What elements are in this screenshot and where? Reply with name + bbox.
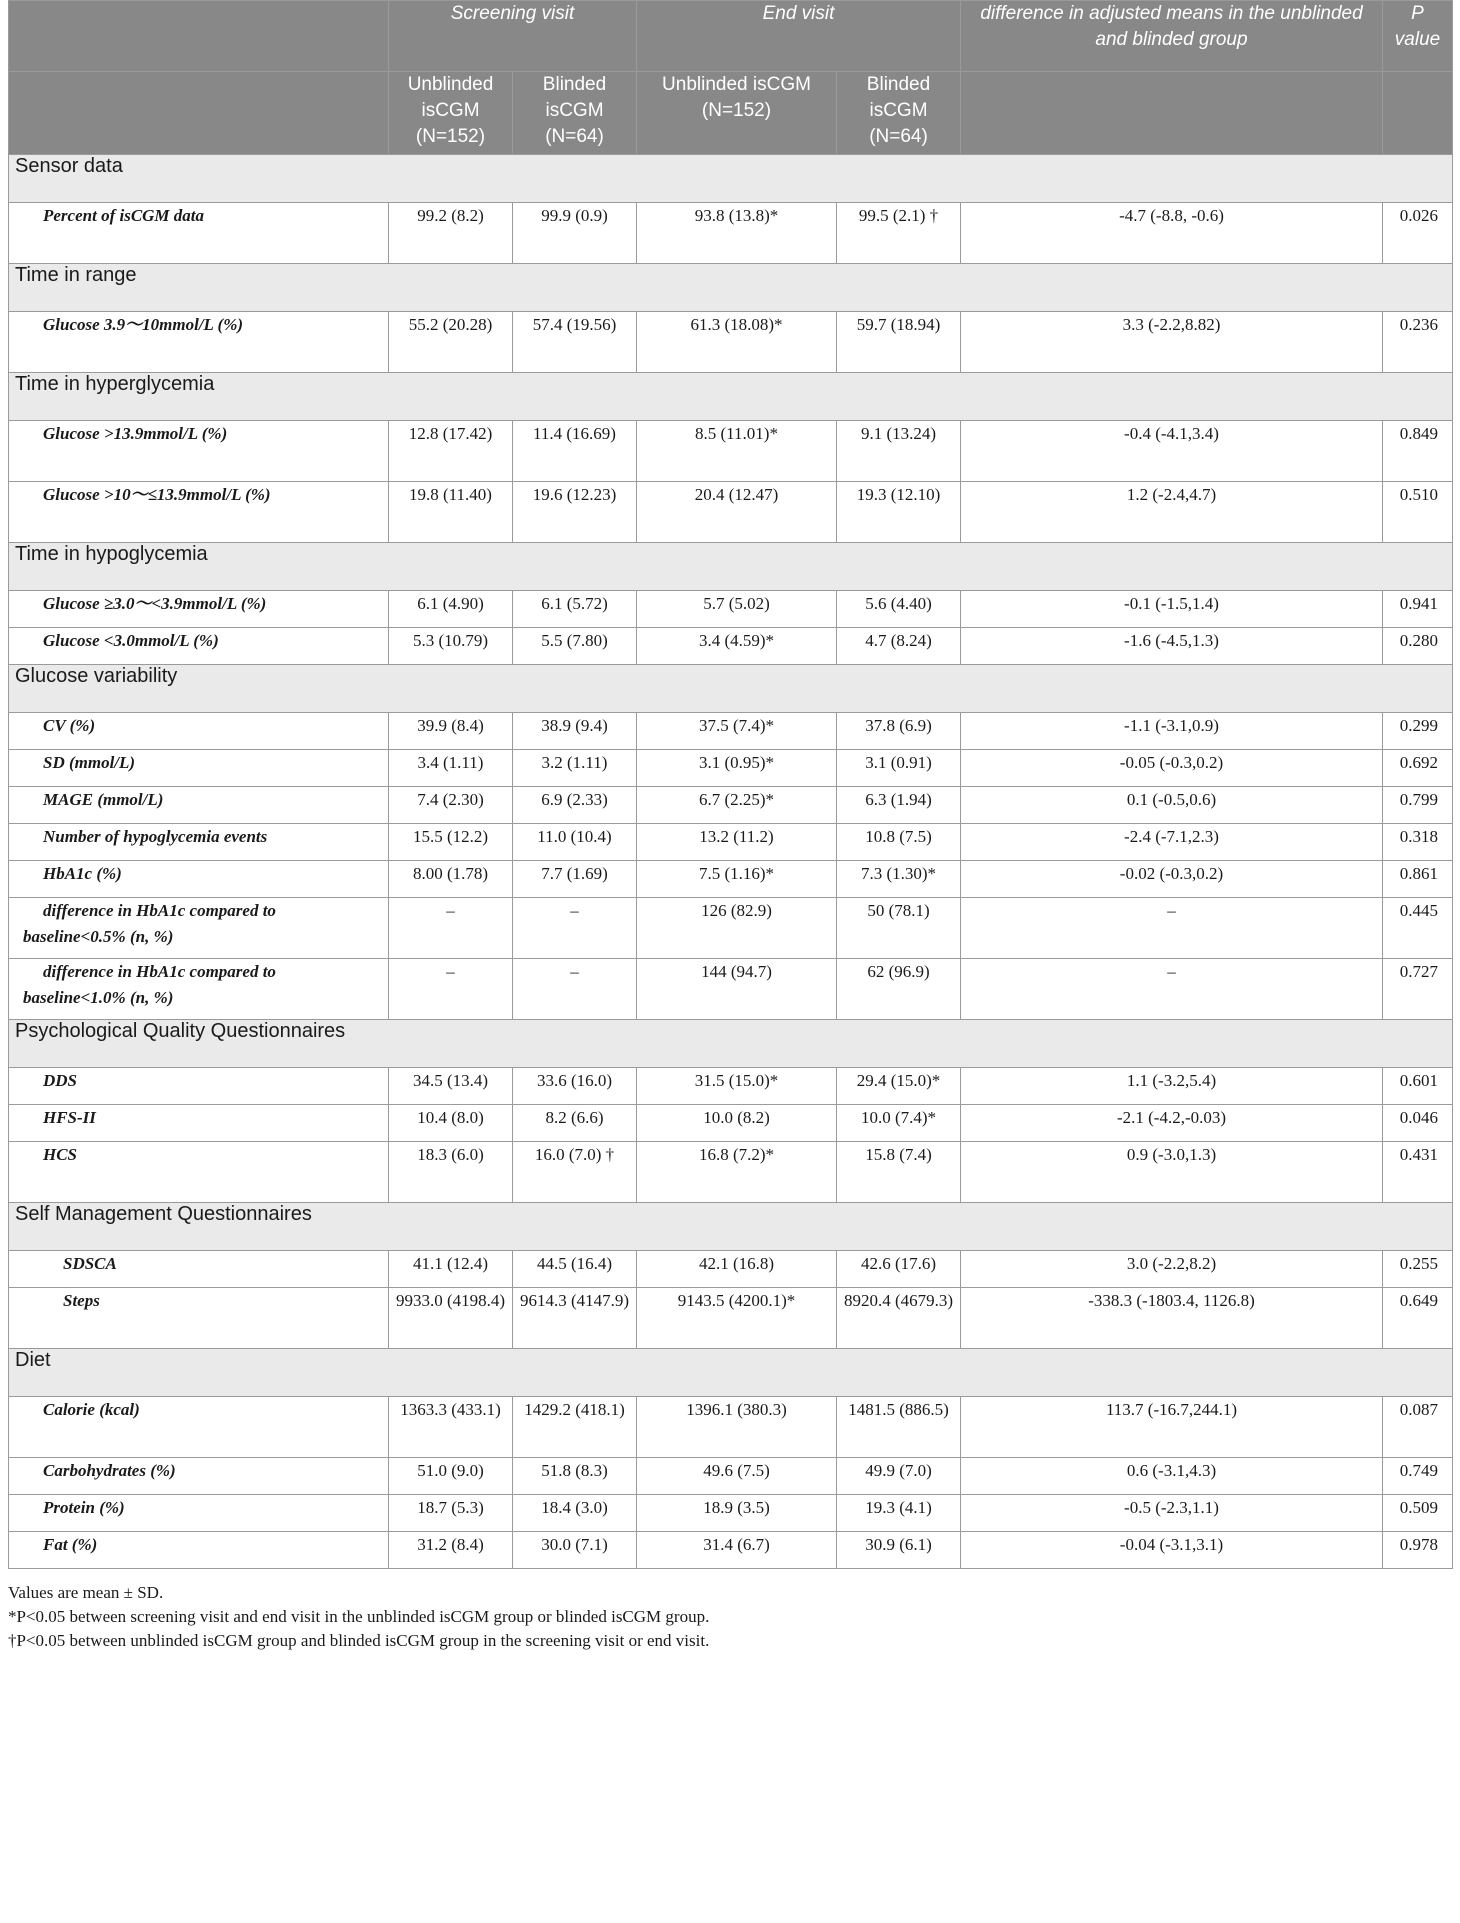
screening-blinded-cell: 7.7 (1.69)	[513, 861, 637, 898]
header-p-value: P value	[1383, 1, 1453, 72]
difference-cell: 0.9 (-3.0,1.3)	[961, 1142, 1383, 1203]
difference-cell: 0.1 (-0.5,0.6)	[961, 787, 1383, 824]
difference-cell: -2.4 (-7.1,2.3)	[961, 824, 1383, 861]
row-label: CV (%)	[9, 713, 389, 750]
screening-blinded-cell: 9614.3 (4147.9)	[513, 1288, 637, 1349]
p-value-cell: 0.299	[1383, 713, 1453, 750]
screening-blinded-cell: 16.0 (7.0) †	[513, 1142, 637, 1203]
section-title: Diet	[9, 1349, 1453, 1397]
header-screening-blinded: Blinded isCGM (N=64)	[513, 72, 637, 155]
difference-cell: -338.3 (-1803.4, 1126.8)	[961, 1288, 1383, 1349]
table-row	[9, 787, 1453, 824]
table-row	[9, 203, 1453, 264]
screening-blinded-cell: 44.5 (16.4)	[513, 1251, 637, 1288]
end-unblinded-cell: 9143.5 (4200.1)*	[637, 1288, 837, 1349]
row-label: SDSCA	[9, 1251, 389, 1288]
table-row	[9, 959, 1453, 1020]
section-header-row	[9, 1020, 1453, 1068]
end-unblinded-cell: 5.7 (5.02)	[637, 591, 837, 628]
screening-blinded-cell: 1429.2 (418.1)	[513, 1397, 637, 1458]
screening-unblinded-cell: 39.9 (8.4)	[389, 713, 513, 750]
section-header-row	[9, 543, 1453, 591]
p-value-cell: 0.087	[1383, 1397, 1453, 1458]
row-label: HCS	[9, 1142, 389, 1203]
table-row	[9, 898, 1453, 959]
end-unblinded-cell: 10.0 (8.2)	[637, 1105, 837, 1142]
header-empty-cell	[1383, 72, 1453, 155]
row-label: Percent of isCGM data	[9, 203, 389, 264]
row-label: SD (mmol/L)	[9, 750, 389, 787]
table-row	[9, 1068, 1453, 1105]
screening-blinded-cell: –	[513, 959, 637, 1020]
section-header-row	[9, 1203, 1453, 1251]
p-value-cell: 0.431	[1383, 1142, 1453, 1203]
section-header-row	[9, 264, 1453, 312]
row-label: Steps	[9, 1288, 389, 1349]
row-label: Calorie (kcal)	[9, 1397, 389, 1458]
row-label: Glucose >13.9mmol/L (%)	[9, 421, 389, 482]
header-empty-cell	[9, 72, 389, 155]
difference-cell: -0.1 (-1.5,1.4)	[961, 591, 1383, 628]
end-unblinded-cell: 31.4 (6.7)	[637, 1532, 837, 1569]
p-value-cell: 0.861	[1383, 861, 1453, 898]
table-row	[9, 312, 1453, 373]
end-blinded-cell: 6.3 (1.94)	[837, 787, 961, 824]
end-unblinded-cell: 6.7 (2.25)*	[637, 787, 837, 824]
difference-cell: 1.2 (-2.4,4.7)	[961, 482, 1383, 543]
screening-unblinded-cell: 1363.3 (433.1)	[389, 1397, 513, 1458]
row-label: Carbohydrates (%)	[9, 1458, 389, 1495]
screening-blinded-cell: 3.2 (1.11)	[513, 750, 637, 787]
p-value-cell: 0.236	[1383, 312, 1453, 373]
section-title: Time in range	[9, 264, 1453, 312]
row-label: Number of hypoglycemia events	[9, 824, 389, 861]
row-label: Fat (%)	[9, 1532, 389, 1569]
difference-cell: -0.5 (-2.3,1.1)	[961, 1495, 1383, 1532]
note-dagger: †P<0.05 between unblinded isCGM group and blinded isCGM group in the screening visit or end visit.	[8, 1631, 710, 1650]
screening-unblinded-cell: –	[389, 959, 513, 1020]
table-row	[9, 1458, 1453, 1495]
end-unblinded-cell: 144 (94.7)	[637, 959, 837, 1020]
table-row	[9, 1288, 1453, 1349]
difference-cell: -0.4 (-4.1,3.4)	[961, 421, 1383, 482]
end-blinded-cell: 9.1 (13.24)	[837, 421, 961, 482]
end-blinded-cell: 5.6 (4.40)	[837, 591, 961, 628]
results-table	[8, 0, 1453, 1569]
end-blinded-cell: 10.0 (7.4)*	[837, 1105, 961, 1142]
difference-cell: -0.05 (-0.3,0.2)	[961, 750, 1383, 787]
screening-unblinded-cell: 18.7 (5.3)	[389, 1495, 513, 1532]
end-unblinded-cell: 31.5 (15.0)*	[637, 1068, 837, 1105]
screening-unblinded-cell: 8.00 (1.78)	[389, 861, 513, 898]
end-unblinded-cell: 20.4 (12.47)	[637, 482, 837, 543]
table-row	[9, 591, 1453, 628]
end-unblinded-cell: 8.5 (11.01)*	[637, 421, 837, 482]
end-blinded-cell: 1481.5 (886.5)	[837, 1397, 961, 1458]
screening-blinded-cell: 30.0 (7.1)	[513, 1532, 637, 1569]
row-label: MAGE (mmol/L)	[9, 787, 389, 824]
screening-blinded-cell: 18.4 (3.0)	[513, 1495, 637, 1532]
p-value-cell: 0.255	[1383, 1251, 1453, 1288]
p-value-cell: 0.941	[1383, 591, 1453, 628]
screening-blinded-cell: 99.9 (0.9)	[513, 203, 637, 264]
row-label: Protein (%)	[9, 1495, 389, 1532]
end-unblinded-cell: 126 (82.9)	[637, 898, 837, 959]
screening-blinded-cell: 19.6 (12.23)	[513, 482, 637, 543]
difference-cell: –	[961, 959, 1383, 1020]
screening-blinded-cell: 6.9 (2.33)	[513, 787, 637, 824]
screening-unblinded-cell: 5.3 (10.79)	[389, 628, 513, 665]
screening-unblinded-cell: 41.1 (12.4)	[389, 1251, 513, 1288]
screening-unblinded-cell: 18.3 (6.0)	[389, 1142, 513, 1203]
screening-unblinded-cell: 6.1 (4.90)	[389, 591, 513, 628]
section-header-row	[9, 665, 1453, 713]
p-value-cell: 0.509	[1383, 1495, 1453, 1532]
screening-blinded-cell: 51.8 (8.3)	[513, 1458, 637, 1495]
p-value-cell: 0.799	[1383, 787, 1453, 824]
table-row	[9, 628, 1453, 665]
end-unblinded-cell: 49.6 (7.5)	[637, 1458, 837, 1495]
p-value-cell: 0.280	[1383, 628, 1453, 665]
screening-blinded-cell: –	[513, 898, 637, 959]
screening-unblinded-cell: –	[389, 898, 513, 959]
end-blinded-cell: 7.3 (1.30)*	[837, 861, 961, 898]
header-screening-visit: Screening visit	[389, 1, 637, 72]
end-unblinded-cell: 13.2 (11.2)	[637, 824, 837, 861]
p-value-cell: 0.510	[1383, 482, 1453, 543]
row-label: difference in HbA1c compared to baseline<1.0% (n, %)	[9, 959, 389, 1020]
screening-unblinded-cell: 19.8 (11.40)	[389, 482, 513, 543]
row-label: HbA1c (%)	[9, 861, 389, 898]
end-blinded-cell: 42.6 (17.6)	[837, 1251, 961, 1288]
header-end-blinded: Blinded isCGM (N=64)	[837, 72, 961, 155]
screening-unblinded-cell: 7.4 (2.30)	[389, 787, 513, 824]
end-blinded-cell: 59.7 (18.94)	[837, 312, 961, 373]
end-blinded-cell: 10.8 (7.5)	[837, 824, 961, 861]
end-blinded-cell: 30.9 (6.1)	[837, 1532, 961, 1569]
table-row	[9, 482, 1453, 543]
header-difference: difference in adjusted means in the unblinded and blinded group	[961, 1, 1383, 72]
end-blinded-cell: 15.8 (7.4)	[837, 1142, 961, 1203]
difference-cell: -1.6 (-4.5,1.3)	[961, 628, 1383, 665]
screening-unblinded-cell: 3.4 (1.11)	[389, 750, 513, 787]
end-unblinded-cell: 3.4 (4.59)*	[637, 628, 837, 665]
screening-blinded-cell: 33.6 (16.0)	[513, 1068, 637, 1105]
difference-cell: 3.3 (-2.2,8.82)	[961, 312, 1383, 373]
section-title: Time in hyperglycemia	[9, 373, 1453, 421]
p-value-cell: 0.978	[1383, 1532, 1453, 1569]
row-label: HFS-II	[9, 1105, 389, 1142]
end-unblinded-cell: 37.5 (7.4)*	[637, 713, 837, 750]
screening-unblinded-cell: 99.2 (8.2)	[389, 203, 513, 264]
note-values: Values are mean ± SD.	[8, 1583, 164, 1602]
difference-cell: -1.1 (-3.1,0.9)	[961, 713, 1383, 750]
screening-blinded-cell: 11.4 (16.69)	[513, 421, 637, 482]
p-value-cell: 0.318	[1383, 824, 1453, 861]
note-asterisk: *P<0.05 between screening visit and end visit in the unblinded isCGM group or blinded isCGM group.	[8, 1607, 710, 1626]
header-row-2	[9, 72, 1453, 155]
screening-blinded-cell: 6.1 (5.72)	[513, 591, 637, 628]
table-row	[9, 713, 1453, 750]
end-blinded-cell: 8920.4 (4679.3)	[837, 1288, 961, 1349]
table-row	[9, 824, 1453, 861]
screening-unblinded-cell: 12.8 (17.42)	[389, 421, 513, 482]
section-title: Sensor data	[9, 155, 1453, 203]
header-row-1	[9, 1, 1453, 72]
table-row	[9, 750, 1453, 787]
header-screening-unblinded: Unblinded isCGM (N=152)	[389, 72, 513, 155]
screening-blinded-cell: 5.5 (7.80)	[513, 628, 637, 665]
end-unblinded-cell: 16.8 (7.2)*	[637, 1142, 837, 1203]
row-label: Glucose >10～≤13.9mmol/L (%)	[9, 482, 389, 543]
end-unblinded-cell: 18.9 (3.5)	[637, 1495, 837, 1532]
end-blinded-cell: 49.9 (7.0)	[837, 1458, 961, 1495]
difference-cell: -2.1 (-4.2,-0.03)	[961, 1105, 1383, 1142]
table-row	[9, 1142, 1453, 1203]
table-row	[9, 1251, 1453, 1288]
difference-cell: -0.02 (-0.3,0.2)	[961, 861, 1383, 898]
difference-cell: -4.7 (-8.8, -0.6)	[961, 203, 1383, 264]
screening-unblinded-cell: 15.5 (12.2)	[389, 824, 513, 861]
screening-blinded-cell: 8.2 (6.6)	[513, 1105, 637, 1142]
row-label: DDS	[9, 1068, 389, 1105]
header-end-unblinded: Unblinded isCGM (N=152)	[637, 72, 837, 155]
end-blinded-cell: 29.4 (15.0)*	[837, 1068, 961, 1105]
section-title: Time in hypoglycemia	[9, 543, 1453, 591]
section-title: Self Management Questionnaires	[9, 1203, 1453, 1251]
p-value-cell: 0.727	[1383, 959, 1453, 1020]
screening-unblinded-cell: 10.4 (8.0)	[389, 1105, 513, 1142]
end-blinded-cell: 19.3 (4.1)	[837, 1495, 961, 1532]
end-unblinded-cell: 1396.1 (380.3)	[637, 1397, 837, 1458]
p-value-cell: 0.601	[1383, 1068, 1453, 1105]
end-unblinded-cell: 42.1 (16.8)	[637, 1251, 837, 1288]
end-blinded-cell: 62 (96.9)	[837, 959, 961, 1020]
end-blinded-cell: 3.1 (0.91)	[837, 750, 961, 787]
section-header-row	[9, 373, 1453, 421]
p-value-cell: 0.749	[1383, 1458, 1453, 1495]
screening-unblinded-cell: 55.2 (20.28)	[389, 312, 513, 373]
table-row	[9, 1397, 1453, 1458]
header-empty-cell	[961, 72, 1383, 155]
screening-unblinded-cell: 9933.0 (4198.4)	[389, 1288, 513, 1349]
end-unblinded-cell: 3.1 (0.95)*	[637, 750, 837, 787]
p-value-cell: 0.692	[1383, 750, 1453, 787]
end-blinded-cell: 50 (78.1)	[837, 898, 961, 959]
difference-cell: 3.0 (-2.2,8.2)	[961, 1251, 1383, 1288]
header-empty-cell	[9, 1, 389, 72]
table-row	[9, 1532, 1453, 1569]
end-unblinded-cell: 93.8 (13.8)*	[637, 203, 837, 264]
table-row	[9, 421, 1453, 482]
end-unblinded-cell: 7.5 (1.16)*	[637, 861, 837, 898]
row-label: Glucose ≥3.0～<3.9mmol/L (%)	[9, 591, 389, 628]
difference-cell: -0.04 (-3.1,3.1)	[961, 1532, 1383, 1569]
section-title: Psychological Quality Questionnaires	[9, 1020, 1453, 1068]
screening-blinded-cell: 57.4 (19.56)	[513, 312, 637, 373]
end-blinded-cell: 4.7 (8.24)	[837, 628, 961, 665]
row-label: difference in HbA1c compared to baseline<0.5% (n, %)	[9, 898, 389, 959]
screening-blinded-cell: 38.9 (9.4)	[513, 713, 637, 750]
p-value-cell: 0.046	[1383, 1105, 1453, 1142]
end-blinded-cell: 37.8 (6.9)	[837, 713, 961, 750]
end-unblinded-cell: 61.3 (18.08)*	[637, 312, 837, 373]
screening-unblinded-cell: 31.2 (8.4)	[389, 1532, 513, 1569]
section-title: Glucose variability	[9, 665, 1453, 713]
section-header-row	[9, 1349, 1453, 1397]
difference-cell: –	[961, 898, 1383, 959]
section-header-row	[9, 155, 1453, 203]
table-row	[9, 1105, 1453, 1142]
screening-unblinded-cell: 34.5 (13.4)	[389, 1068, 513, 1105]
end-blinded-cell: 99.5 (2.1) †	[837, 203, 961, 264]
row-label: Glucose <3.0mmol/L (%)	[9, 628, 389, 665]
table-notes	[8, 1581, 1452, 1653]
table-row	[9, 861, 1453, 898]
difference-cell: 113.7 (-16.7,244.1)	[961, 1397, 1383, 1458]
difference-cell: 0.6 (-3.1,4.3)	[961, 1458, 1383, 1495]
row-label: Glucose 3.9～10mmol/L (%)	[9, 312, 389, 373]
header-end-visit: End visit	[637, 1, 961, 72]
screening-unblinded-cell: 51.0 (9.0)	[389, 1458, 513, 1495]
difference-cell: 1.1 (-3.2,5.4)	[961, 1068, 1383, 1105]
p-value-cell: 0.026	[1383, 203, 1453, 264]
screening-blinded-cell: 11.0 (10.4)	[513, 824, 637, 861]
table-row	[9, 1495, 1453, 1532]
end-blinded-cell: 19.3 (12.10)	[837, 482, 961, 543]
table-container	[8, 0, 1452, 1653]
p-value-cell: 0.849	[1383, 421, 1453, 482]
p-value-cell: 0.445	[1383, 898, 1453, 959]
p-value-cell: 0.649	[1383, 1288, 1453, 1349]
